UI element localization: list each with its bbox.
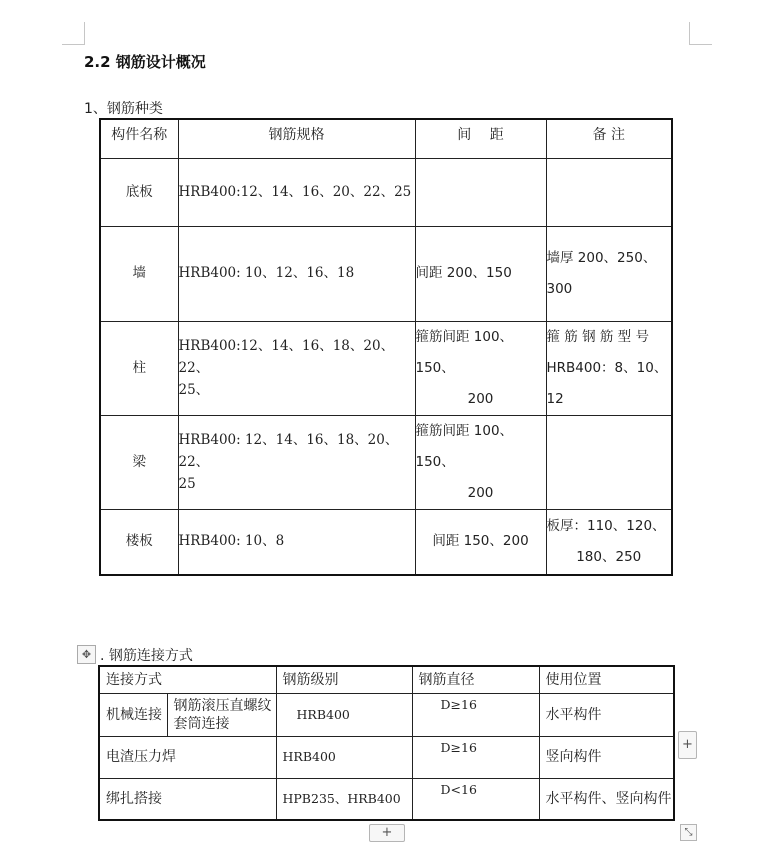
header-cell: 使用位置 [539,666,674,693]
table-header-row [100,119,672,158]
table-row [100,158,672,226]
spacing-line: 间距 200、150 [415,265,512,281]
rebar-types-label: 1、钢筋种类 [84,101,163,117]
spacing-cell [415,415,546,509]
rebar-spec: HRB400: 10、12、16、18 [178,226,415,321]
member-name: 楼板 [100,509,178,575]
use-position: 水平构件 [539,693,674,736]
table-row [100,509,672,575]
connection-method-table [98,665,675,821]
note-cell [546,158,672,226]
rebar-diameter: D≥16 [412,693,539,736]
header-cell: 构件名称 [100,119,178,158]
rebar-diameter: D≥16 [412,736,539,778]
spacing-cell [415,509,546,575]
add-row-button[interactable]: + [369,824,405,842]
note-line: 300 [546,280,573,297]
spacing-line: 箍筋间距 100、150、 [415,422,514,470]
note-line: 箍 筋 钢 筋 型 号 [546,328,649,345]
rebar-types-table [99,118,673,576]
rebar-grade: HRB400 [276,693,412,736]
member-name: 墙 [100,226,178,321]
add-column-button[interactable]: + [678,731,697,759]
member-name: 底板 [100,158,178,226]
rebar-spec [178,415,415,509]
note-cell [546,415,672,509]
spacing-cell [415,226,546,321]
note-line: 180、250 [576,548,642,565]
spacing-line: 箍筋间距 100、150、 [415,328,514,376]
connection-method: 机械连接 [99,693,167,736]
header-cell: 间 距 [415,119,546,158]
header-cell: 连接方式 [99,666,276,693]
header-cell: 钢筋直径 [412,666,539,693]
note-cell [546,321,672,415]
rebar-spec [178,321,415,415]
use-position: 竖向构件 [539,736,674,778]
table-resize-icon[interactable]: ⤡ [680,824,697,841]
spacing-cell [415,158,546,226]
rebar-grade: HPB235、HRB400 [276,778,412,820]
table-row [99,736,674,778]
rebar-diameter: D<16 [412,778,539,820]
page-corner-mark [62,22,85,45]
table-row [100,321,672,415]
connection-method: 绑扎搭接 [99,778,276,820]
section-heading: 2.2 钢筋设计概况 [84,53,206,71]
spacing-cell [415,321,546,415]
spacing-line: 200 [467,390,494,407]
connection-method: 电渣压力焊 [99,736,276,778]
table-row [100,415,672,509]
header-cell: 钢筋规格 [178,119,415,158]
table-header-row [99,666,674,693]
header-cell: 备 注 [546,119,672,158]
use-position: 水平构件、竖向构件 [539,778,674,820]
note-cell [546,509,672,575]
table-move-icon[interactable]: ✥ [77,645,96,664]
spec-line: 25、 [178,382,210,398]
spacing-line: 200 [467,484,494,501]
member-name: 柱 [100,321,178,415]
connection-method-label: . 钢筋连接方式 [100,648,193,664]
note-line: HRB400：8、10、 [546,359,668,376]
rebar-spec: HRB400:12、14、16、20、22、25 [178,158,415,226]
table-row [99,693,674,736]
note-line: 板厚：110、120、 [546,517,666,534]
page-corner-mark [689,22,712,45]
table-row [99,778,674,820]
connection-submethod: 钢筋滚压直螺纹套筒连接 [167,693,276,736]
note-cell [546,226,672,321]
member-name: 梁 [100,415,178,509]
rebar-spec: HRB400: 10、8 [178,509,415,575]
table-row [100,226,672,321]
spec-line: HRB400:12、14、16、18、20、22、 [178,338,395,376]
rebar-grade: HRB400 [276,736,412,778]
note-line: 12 [546,390,564,407]
spec-line: HRB400: 12、14、16、18、20、22、 [178,432,399,470]
header-cell: 钢筋级别 [276,666,412,693]
note-line: 墙厚 200、250、 [546,249,657,266]
spacing-line: 间距 150、200 [432,533,529,550]
spec-line: 25 [178,476,196,492]
